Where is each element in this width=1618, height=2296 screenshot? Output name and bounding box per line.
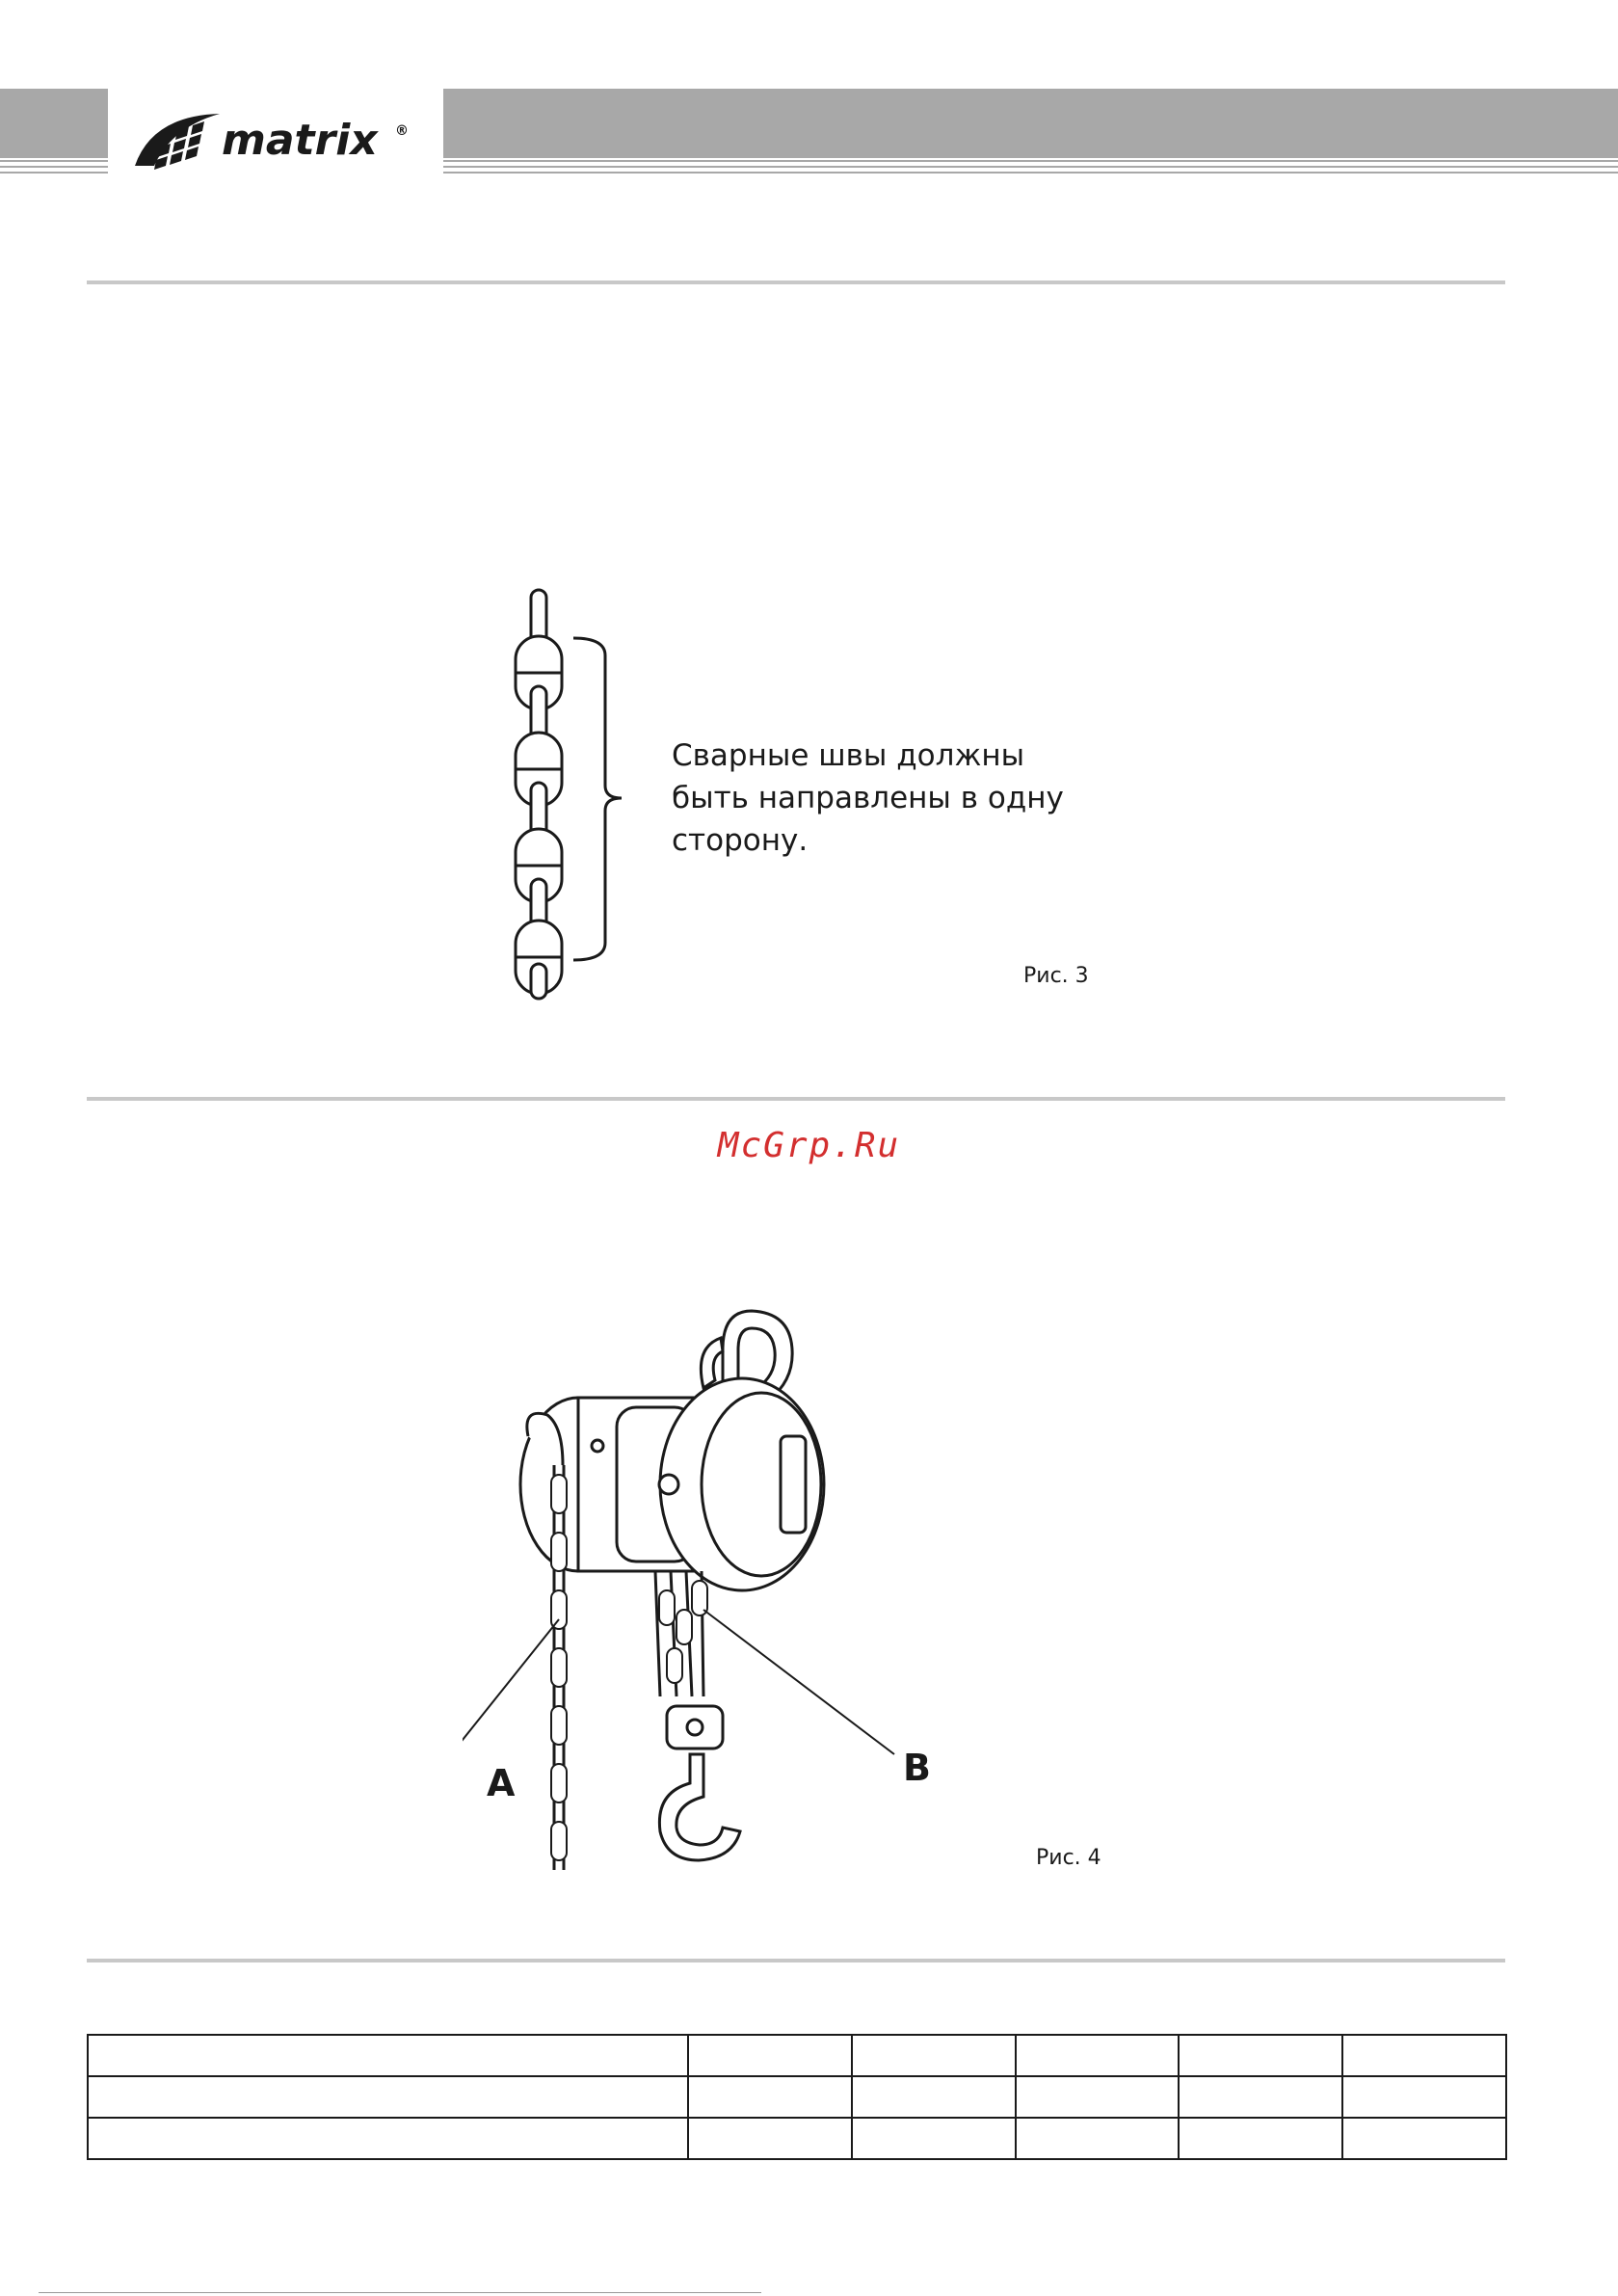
table-cell — [88, 2035, 688, 2076]
header-right-bar — [443, 89, 1618, 158]
table-cell — [688, 2118, 852, 2159]
header-left-bar — [0, 89, 108, 158]
section-divider-1 — [87, 280, 1505, 284]
weld-annotation-line-3: сторону. — [672, 823, 809, 858]
table-cell — [852, 2035, 1016, 2076]
table-cell — [1342, 2118, 1506, 2159]
table-cell — [1016, 2035, 1180, 2076]
table-cell — [852, 2076, 1016, 2118]
table-cell — [88, 2076, 688, 2118]
brand-logo-mark-icon — [133, 106, 225, 174]
figure3-caption: Рис. 3 — [1023, 964, 1089, 988]
chain-links-illustration — [491, 578, 636, 1012]
weld-annotation — [672, 734, 1115, 862]
table-cell — [1179, 2076, 1342, 2118]
table-cell — [852, 2118, 1016, 2159]
header-left-stripes — [0, 160, 108, 183]
label-hand-chain-a: A — [487, 1762, 516, 1804]
brand-name: matrix — [222, 116, 378, 165]
footer-rule — [39, 2292, 761, 2293]
label-load-chain-b: B — [903, 1747, 931, 1789]
section-divider-3 — [87, 1959, 1505, 1962]
weld-annotation-line-2: быть направлены в одну — [672, 781, 1064, 815]
table-row — [88, 2035, 1506, 2076]
table-cell — [1179, 2118, 1342, 2159]
table-row — [88, 2076, 1506, 2118]
watermark: McGrp.Ru — [717, 1126, 901, 1165]
table-cell — [1016, 2076, 1180, 2118]
registered-mark: ® — [395, 123, 409, 139]
chain-hoist-illustration — [463, 1292, 964, 1889]
section-divider-2 — [87, 1097, 1505, 1101]
specifications-table — [87, 2034, 1507, 2160]
table-cell — [88, 2118, 688, 2159]
table-cell — [688, 2076, 852, 2118]
weld-brace — [573, 638, 622, 960]
weld-annotation-line-1: Сварные швы должны — [672, 738, 1025, 773]
table-cell — [1016, 2118, 1180, 2159]
table-cell — [1342, 2035, 1506, 2076]
brand-logo — [133, 106, 422, 183]
table-cell — [688, 2035, 852, 2076]
figure4-caption: Рис. 4 — [1036, 1846, 1101, 1870]
table-cell — [1179, 2035, 1342, 2076]
table-cell — [1342, 2076, 1506, 2118]
header-right-stripes — [443, 160, 1618, 183]
table-row — [88, 2118, 1506, 2159]
